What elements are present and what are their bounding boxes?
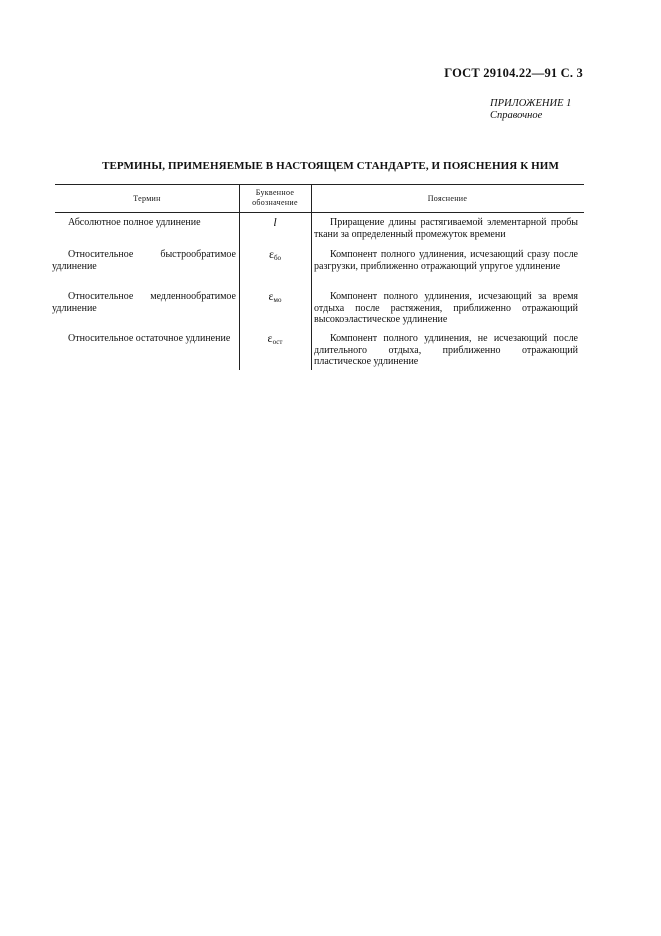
symbol-subscript: мо [273, 296, 282, 304]
term-cell [52, 217, 236, 229]
terms-table [52, 184, 584, 370]
term-text: Относительное быстрообратимое удлинение [52, 249, 236, 272]
term-text: Относительное медленнообратимое удлинение [52, 291, 236, 314]
symbol-subscript: бо [273, 254, 282, 262]
symbol-subscript: ост [272, 338, 283, 346]
explanation-cell [314, 249, 578, 272]
symbol-base: l [273, 215, 277, 229]
appendix-block [490, 98, 571, 122]
term-cell [52, 249, 236, 272]
explanation-text: Компонент полного удлинения, не исчезающий после длительного отдыха, приближенно отражающий пластическое удлинение [314, 333, 578, 367]
table-header-rule [55, 212, 584, 213]
column-divider-2 [311, 184, 312, 370]
column-header-explanation: Пояснение [427, 194, 468, 203]
symbol-cell [239, 333, 311, 349]
explanation-cell [314, 217, 578, 240]
column-header-symbol-line2: обозначение [252, 198, 298, 207]
explanation-text: Компонент полного удлинения, исчезающий за время отдыха после растяжения, приближенно отражающий высокоэластическое удлинение [314, 291, 578, 325]
term-cell [52, 333, 236, 345]
symbol-cell [239, 217, 311, 233]
explanation-cell [314, 291, 578, 326]
column-header-symbol-line1: Буквенное [255, 188, 295, 197]
column-header-symbol [239, 188, 311, 208]
term-text: Абсолютное полное удлинение [68, 217, 201, 228]
symbol-cell [239, 249, 311, 265]
symbol-base: ε [268, 289, 274, 303]
page-header-reference: ГОСТ 29104.22—91 С. 3 [444, 66, 583, 80]
table-top-rule [55, 184, 584, 185]
symbol-base: ε [268, 247, 274, 261]
term-text: Относительное остаточное удлинение [68, 333, 231, 344]
appendix-type: Справочное [490, 110, 543, 121]
document-title: ТЕРМИНЫ, ПРИМЕНЯЕМЫЕ В НАСТОЯЩЕМ СТАНДАРТЕ, И ПОЯСНЕНИЯ К НИМ [102, 160, 559, 172]
term-cell [52, 291, 236, 314]
explanation-cell [314, 333, 578, 368]
appendix-label: ПРИЛОЖЕНИЕ 1 [490, 98, 572, 109]
symbol-cell [239, 291, 311, 307]
explanation-text: Приращение длины растягиваемой элементарной пробы ткани за определенный промежуток времени [314, 217, 578, 240]
column-header-term: Термин [133, 194, 161, 203]
symbol-base: ε [267, 331, 273, 345]
explanation-text: Компонент полного удлинения, исчезающий сразу после разгрузки, приближенно отражающий упругое удлинение [314, 249, 578, 272]
